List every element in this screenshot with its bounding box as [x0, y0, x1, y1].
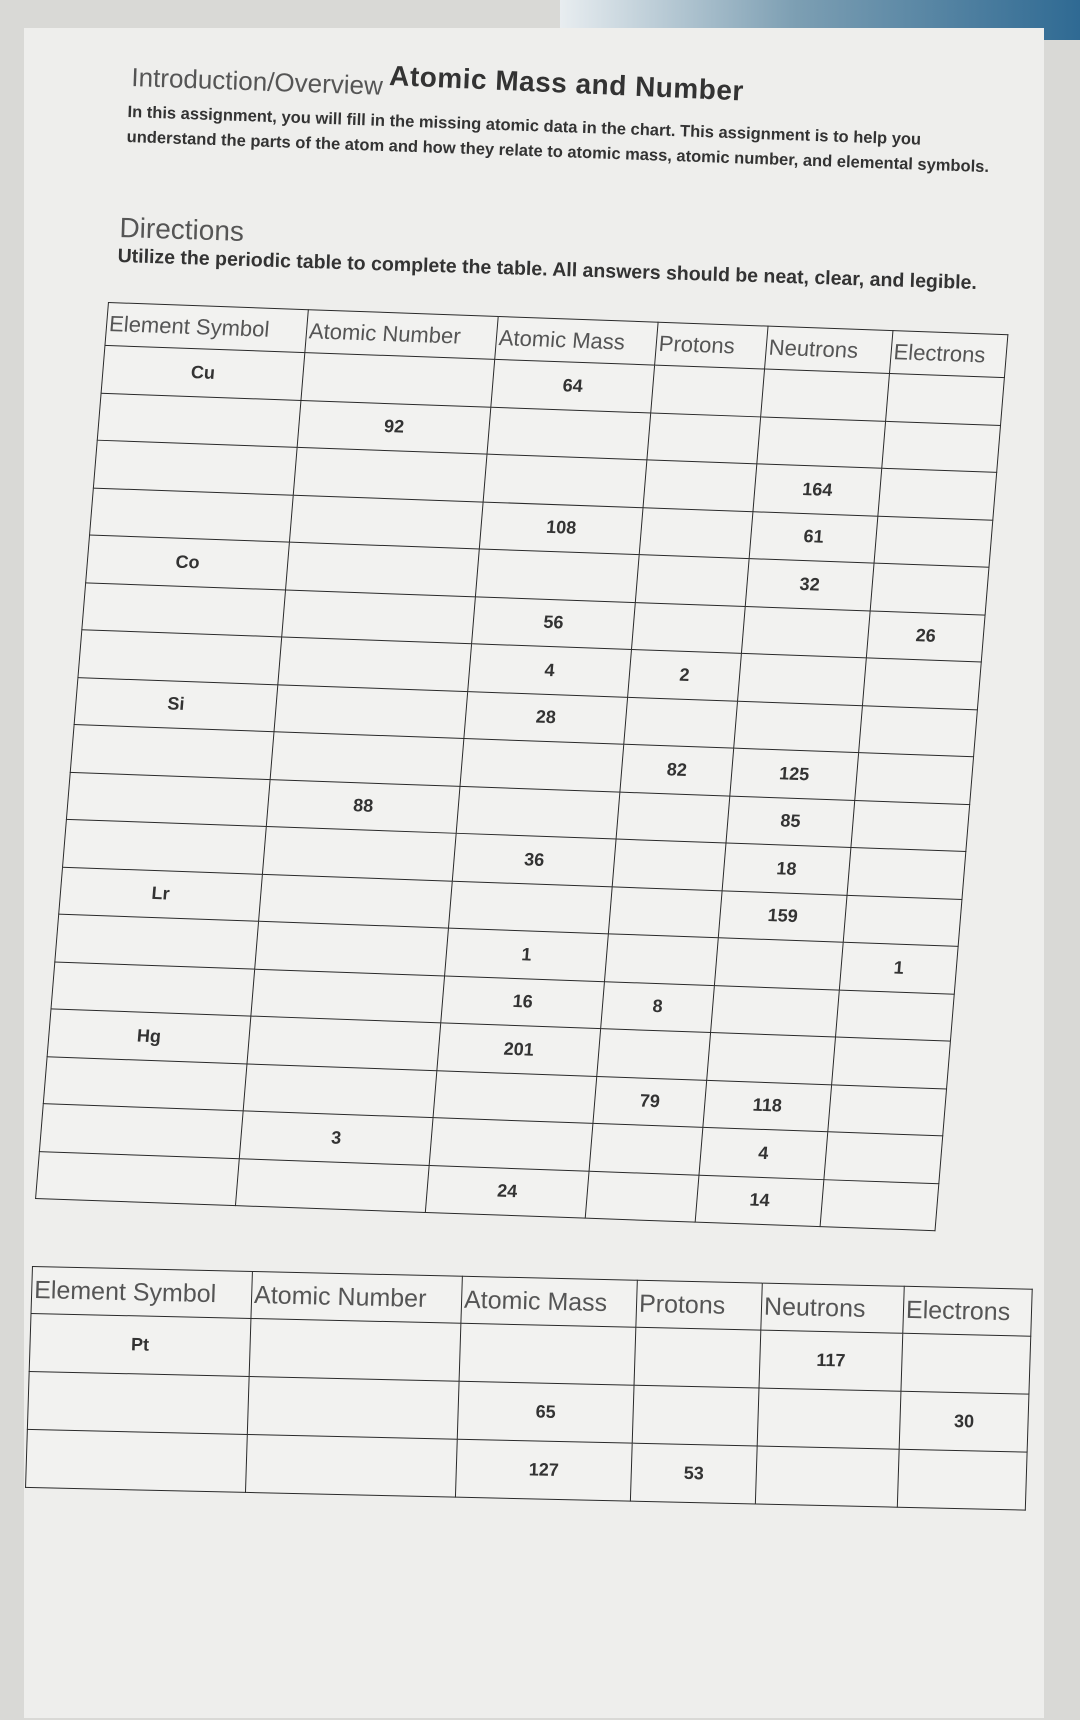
neutrons-cell[interactable]	[714, 938, 843, 990]
table-body	[36, 345, 1005, 1230]
protons-cell[interactable]: 2	[628, 649, 742, 700]
atomic-number-cell[interactable]: 88	[266, 779, 460, 833]
atomic-data-table	[35, 302, 1008, 1231]
element-symbol-cell[interactable]	[90, 488, 294, 543]
neutrons-cell[interactable]: 159	[718, 890, 847, 942]
atomic-mass-cell[interactable]: 28	[464, 691, 628, 744]
electrons-cell[interactable]: 1	[839, 942, 958, 994]
neutrons-cell[interactable]	[734, 701, 863, 753]
neutrons-cell[interactable]: 14	[695, 1175, 824, 1227]
atomic-mass-cell[interactable]: 65	[457, 1381, 634, 1443]
protons-cell[interactable]	[585, 1171, 699, 1222]
atomic-mass-cell[interactable]	[460, 739, 624, 792]
header-electrons: Electrons	[903, 1286, 1032, 1336]
atomic-number-cell[interactable]: 92	[297, 400, 491, 454]
element-symbol-cell[interactable]: Hg	[47, 1009, 251, 1064]
electrons-cell[interactable]	[862, 658, 981, 710]
neutrons-cell[interactable]	[761, 369, 890, 421]
electrons-cell[interactable]	[901, 1333, 1031, 1394]
atomic-mass-cell[interactable]: 36	[452, 833, 616, 886]
electrons-cell[interactable]	[832, 1037, 951, 1089]
atomic-mass-cell[interactable]	[459, 1323, 636, 1385]
electrons-cell[interactable]: 30	[899, 1391, 1029, 1452]
electrons-cell[interactable]	[824, 1132, 943, 1184]
atomic-mass-cell[interactable]: 24	[425, 1165, 589, 1218]
element-symbol-cell[interactable]	[26, 1429, 248, 1492]
electrons-cell[interactable]	[878, 468, 997, 520]
element-symbol-cell[interactable]	[51, 962, 255, 1017]
atomic-number-cell[interactable]	[270, 732, 464, 786]
element-symbol-cell[interactable]: Co	[86, 535, 290, 590]
neutrons-cell[interactable]: 85	[726, 796, 855, 848]
neutrons-cell[interactable]: 61	[749, 511, 878, 563]
atomic-number-cell[interactable]: 3	[239, 1111, 433, 1165]
header-atomic-number: Atomic Number	[251, 1272, 462, 1324]
intro-paragraph: In this assignment, you will fill in the missing atomic data in the chart. This assignment is to help you understand the parts of the atom and how they relate to atomic mass, atomic number, and elemental symbols.	[126, 102, 990, 177]
atomic-number-cell[interactable]	[282, 590, 476, 644]
neutrons-cell[interactable]	[755, 1446, 899, 1507]
neutrons-cell[interactable]	[707, 1033, 836, 1085]
electrons-cell[interactable]	[886, 374, 1005, 426]
element-symbol-cell[interactable]: Si	[74, 677, 278, 732]
atomic-mass-cell[interactable]	[448, 881, 612, 934]
neutrons-cell[interactable]: 125	[730, 748, 859, 800]
electrons-cell[interactable]	[851, 800, 970, 852]
atomic-mass-cell[interactable]	[429, 1118, 593, 1171]
directions-paragraph: Utilize the periodic table to complete the table. All answers should be neat, clear, and legible.	[117, 245, 978, 294]
electrons-cell[interactable]	[870, 563, 989, 615]
electrons-cell[interactable]	[874, 516, 993, 568]
table-body	[26, 1313, 1031, 1510]
atomic-number-cell[interactable]	[249, 1318, 461, 1381]
electrons-cell[interactable]	[855, 753, 974, 805]
atomic-number-cell[interactable]	[243, 1063, 437, 1117]
atomic-number-cell[interactable]	[255, 921, 449, 975]
protons-cell[interactable]	[608, 886, 722, 937]
protons-cell[interactable]: 82	[620, 744, 734, 795]
atomic-number-cell[interactable]	[247, 1376, 459, 1439]
electrons-cell[interactable]	[843, 895, 962, 947]
header-element-symbol: Element Symbol	[105, 303, 308, 353]
neutrons-cell[interactable]	[757, 416, 886, 468]
header-atomic-number: Atomic Number	[305, 310, 498, 360]
atomic-mass-cell[interactable]	[487, 407, 651, 460]
header-neutrons: Neutrons	[765, 326, 893, 373]
atomic-mass-cell[interactable]: 16	[441, 975, 605, 1028]
intro-heading: Introduction/Overview	[130, 62, 384, 101]
element-symbol-cell[interactable]	[66, 772, 270, 827]
atomic-number-cell[interactable]	[301, 353, 495, 407]
element-symbol-cell[interactable]	[97, 393, 301, 448]
element-symbol-cell[interactable]: Cu	[101, 345, 305, 400]
atomic-mass-cell[interactable]: 56	[472, 596, 636, 649]
electrons-cell[interactable]	[820, 1179, 939, 1231]
element-symbol-cell[interactable]: Pt	[29, 1313, 251, 1376]
neutrons-cell[interactable]	[741, 606, 870, 658]
atomic-number-cell[interactable]	[259, 874, 453, 928]
protons-cell[interactable]	[635, 555, 749, 606]
element-symbol-cell[interactable]: Lr	[59, 867, 263, 922]
atomic-number-cell[interactable]	[293, 447, 487, 501]
atomic-number-cell[interactable]	[274, 684, 468, 738]
element-symbol-cell[interactable]	[36, 1151, 240, 1206]
protons-cell[interactable]	[616, 792, 730, 843]
neutrons-cell[interactable]: 117	[759, 1330, 903, 1391]
atomic-number-cell[interactable]	[247, 1016, 441, 1070]
protons-cell[interactable]: 53	[630, 1443, 757, 1504]
protons-cell[interactable]	[634, 1327, 761, 1388]
neutrons-cell[interactable]: 164	[753, 464, 882, 516]
element-symbol-cell[interactable]	[82, 582, 286, 637]
neutrons-cell[interactable]: 18	[722, 843, 851, 895]
neutrons-cell[interactable]: 118	[703, 1080, 832, 1132]
protons-cell[interactable]: 79	[593, 1076, 707, 1127]
protons-cell[interactable]	[605, 934, 719, 985]
atomic-mass-cell[interactable]: 108	[479, 502, 643, 555]
atomic-mass-cell[interactable]	[475, 549, 639, 602]
neutrons-cell[interactable]	[711, 985, 840, 1037]
element-symbol-cell[interactable]	[78, 630, 282, 685]
neutrons-cell[interactable]	[757, 1388, 901, 1449]
electrons-cell[interactable]	[897, 1449, 1027, 1510]
atomic-mass-cell[interactable]: 127	[455, 1439, 632, 1501]
atomic-number-cell[interactable]	[289, 495, 483, 549]
atomic-mass-cell[interactable]: 201	[437, 1023, 601, 1076]
directions-heading: Directions	[119, 212, 245, 247]
atomic-mass-cell[interactable]	[483, 454, 647, 507]
header-atomic-mass: Atomic Mass	[495, 316, 658, 365]
header-neutrons: Neutrons	[761, 1283, 904, 1333]
atomic-number-cell[interactable]	[286, 542, 480, 596]
neutrons-cell[interactable]	[738, 653, 867, 705]
atomic-mass-cell[interactable]: 4	[468, 644, 632, 697]
electrons-cell[interactable]	[859, 705, 978, 757]
atomic-number-cell[interactable]	[251, 969, 445, 1023]
element-symbol-cell[interactable]	[70, 725, 274, 780]
protons-cell[interactable]	[639, 507, 753, 558]
atomic-mass-cell[interactable]	[456, 786, 620, 839]
protons-cell[interactable]	[631, 602, 745, 653]
page-title: Atomic Mass and Number	[388, 60, 745, 107]
element-symbol-cell[interactable]	[27, 1371, 249, 1434]
protons-cell[interactable]	[632, 1385, 759, 1446]
electrons-cell[interactable]	[828, 1084, 947, 1136]
atomic-number-cell[interactable]	[262, 826, 456, 880]
atomic-number-cell[interactable]	[278, 637, 472, 691]
header-protons: Protons	[636, 1280, 762, 1330]
element-symbol-cell[interactable]	[93, 440, 297, 495]
header-electrons: Electrons	[889, 331, 1007, 378]
atomic-mass-cell[interactable]: 64	[491, 359, 655, 412]
atomic-mass-cell[interactable]	[433, 1070, 597, 1123]
atomic-data-table-continued	[25, 1266, 1033, 1511]
header-protons: Protons	[655, 322, 768, 369]
protons-cell[interactable]	[597, 1029, 711, 1080]
protons-cell[interactable]: 8	[601, 981, 715, 1032]
neutrons-cell[interactable]: 32	[745, 559, 874, 611]
element-symbol-cell[interactable]	[55, 914, 259, 969]
protons-cell[interactable]	[589, 1123, 703, 1174]
atomic-number-cell[interactable]	[245, 1434, 457, 1497]
header-atomic-mass: Atomic Mass	[461, 1276, 637, 1327]
header-element-symbol: Element Symbol	[31, 1267, 252, 1319]
protons-cell[interactable]	[624, 697, 738, 748]
atomic-mass-cell[interactable]: 1	[445, 928, 609, 981]
protons-cell[interactable]	[612, 839, 726, 890]
electrons-cell[interactable]	[836, 990, 955, 1042]
electrons-cell[interactable]	[882, 421, 1001, 473]
atomic-number-cell[interactable]	[235, 1158, 429, 1212]
element-symbol-cell[interactable]	[63, 819, 267, 874]
protons-cell[interactable]	[643, 460, 757, 511]
electrons-cell[interactable]: 26	[866, 610, 985, 662]
neutrons-cell[interactable]: 4	[699, 1127, 828, 1179]
element-symbol-cell[interactable]	[39, 1104, 243, 1159]
protons-cell[interactable]	[647, 412, 761, 463]
protons-cell[interactable]	[651, 365, 765, 416]
electrons-cell[interactable]	[847, 847, 966, 899]
element-symbol-cell[interactable]	[43, 1056, 247, 1111]
